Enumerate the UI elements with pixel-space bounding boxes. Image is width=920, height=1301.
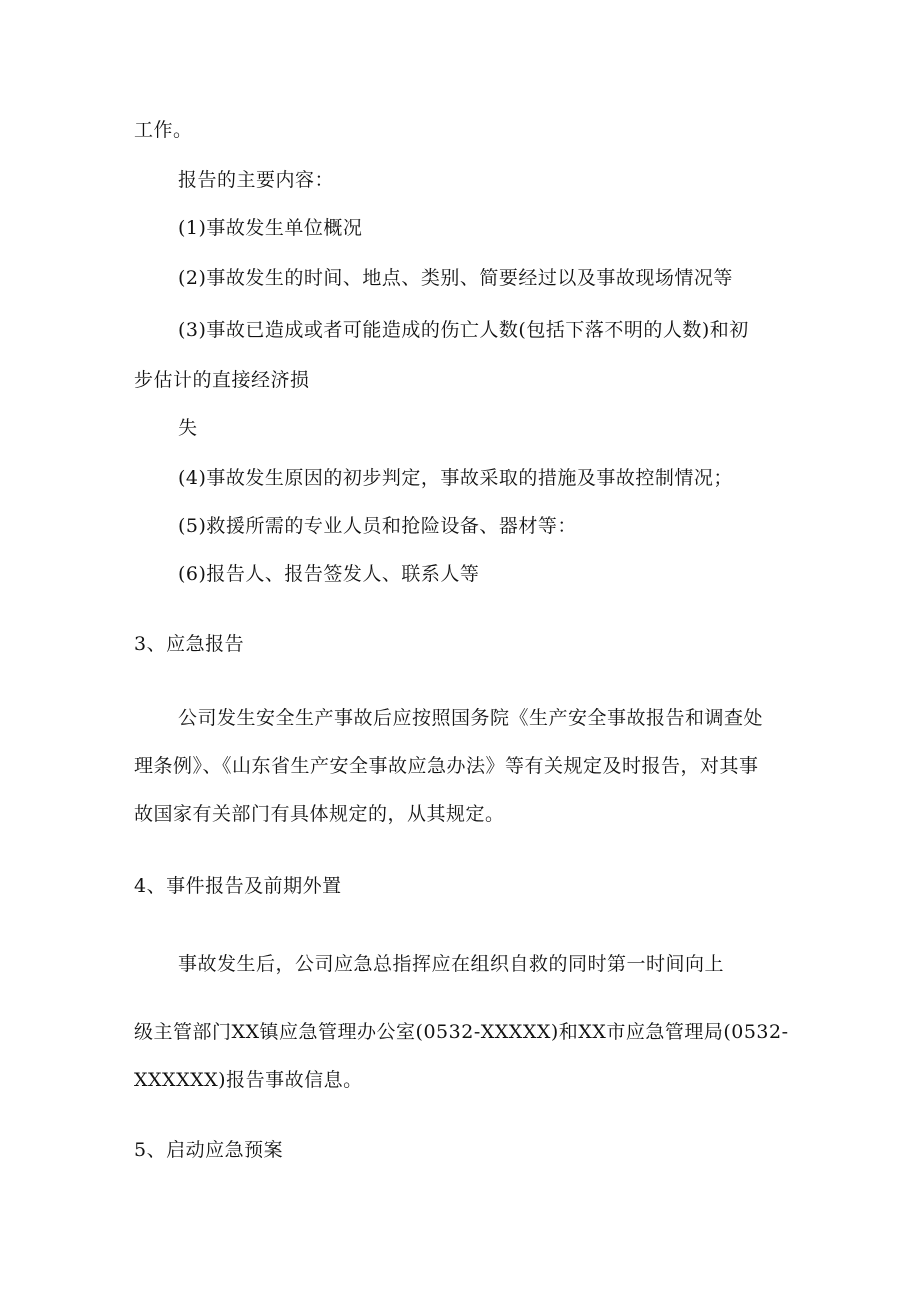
paragraph-line: 公司发生安全生产事故后应按照国务院《生产安全事故报告和调查处 (178, 707, 764, 729)
paragraph-line: 级主管部门XX镇应急管理办公室(0532-XXXXX)和XX市应急管理局(0532- (134, 1021, 789, 1043)
list-item: (1)事故发生单位概况 (178, 217, 363, 239)
list-item: (5)救援所需的专业人员和抢险设备、器材等： (178, 515, 577, 537)
list-item: (4)事故发生原因的初步判定，事故采取的措施及事故控制情况； (178, 467, 733, 489)
section-heading: 5、启动应急预案 (134, 1139, 284, 1161)
list-item: (3)事故已造成或者可能造成的伤亡人数(包括下落不明的人数)和初 (178, 319, 749, 341)
section-heading: 3、应急报告 (134, 633, 245, 655)
list-item: (6)报告人、报告签发人、联系人等 (178, 563, 480, 585)
paragraph-line: 事故发生后，公司应急总指挥应在组织自救的同时第一时间向上 (178, 953, 725, 975)
section-heading: 4、事件报告及前期外置 (134, 875, 342, 897)
paragraph-line: 步估计的直接经济损 (134, 369, 310, 391)
list-item: (2)事故发生的时间、地点、类别、简要经过以及事故现场情况等 (178, 267, 733, 289)
paragraph-line: XXXXXX)报告事故信息。 (134, 1069, 363, 1091)
paragraph-line: 工作。 (134, 119, 193, 141)
paragraph-line: 故国家有关部门有具体规定的，从其规定。 (134, 803, 505, 825)
paragraph-line: 报告的主要内容： (178, 169, 335, 191)
paragraph-line: 失 (178, 417, 198, 439)
paragraph-line: 理条例》、《山东省生产安全事故应急办法》等有关规定及时报告，对其事 (134, 755, 759, 777)
